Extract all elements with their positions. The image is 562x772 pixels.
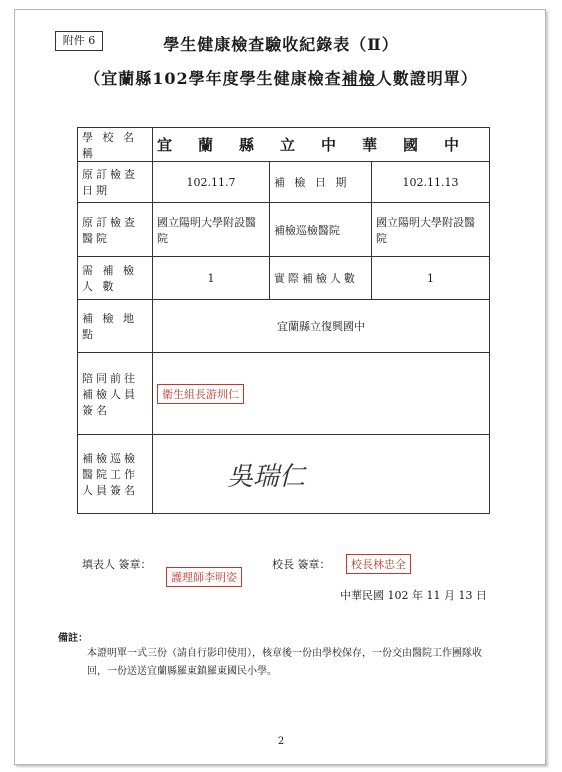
accompany-stamp: 衛生組長游圳仁	[157, 384, 244, 404]
page-number: 2	[277, 736, 285, 747]
principal-sign-label: 校長 簽章：	[272, 558, 331, 571]
actual-count-value: 1	[371, 257, 489, 300]
table-row	[78, 162, 490, 203]
table-row	[78, 435, 490, 514]
needed-count-label: 需 補 檢 人 數	[78, 257, 153, 300]
table-row	[78, 128, 490, 162]
inspection-form-table	[77, 127, 490, 514]
location-label: 補 檢 地 點	[78, 300, 153, 353]
table-row	[78, 203, 490, 257]
subtitle-underlined: 補檢	[341, 69, 376, 88]
orig-date-label: 原訂檢查日期	[78, 162, 153, 203]
orig-hospital-label: 原訂檢查醫院	[78, 203, 153, 257]
needed-count-value: 1	[152, 257, 269, 300]
subtitle-part-1: （宜蘭縣102學年度學生健康檢查	[84, 69, 342, 88]
orig-date-value: 102.11.7	[152, 162, 269, 203]
sign-date: 中華民國 102 年 11 月 13 日	[340, 589, 487, 602]
staff-sign-cell	[152, 435, 489, 514]
actual-count-label: 實際補檢人數	[269, 257, 371, 300]
table-row	[78, 257, 490, 300]
nurse-stamp: 護理師李明姿	[166, 567, 242, 587]
makeup-hospital-value: 國立陽明大學附設醫院	[371, 203, 489, 257]
accompany-sign-label: 陪同前往補檢人員簽名	[78, 353, 153, 435]
makeup-hospital-label: 補檢巡檢醫院	[269, 203, 371, 257]
makeup-date-label: 補 檢 日 期	[269, 162, 371, 203]
filler-sign-label: 填表人 簽章：	[82, 558, 152, 571]
accompany-sign-cell	[152, 353, 489, 435]
subtitle-part-2: 人數證明單）	[375, 69, 478, 88]
location-value: 宜蘭縣立復興國中	[152, 300, 489, 353]
notes-heading: 備註：	[58, 633, 88, 644]
document-title: 學生健康檢查驗收紀錄表（Ⅱ）	[163, 35, 399, 54]
document-subtitle	[0, 66, 562, 89]
notes-text: 本證明單一式三份（請自行影印使用），核章後一份由學校保存，一份交由醫院工作團隊收回，一份送送宜蘭縣羅東鎮羅東國民小學。	[87, 648, 482, 677]
makeup-date-value: 102.11.13	[371, 162, 489, 203]
school-label: 學 校 名 稱	[78, 128, 153, 162]
table-row	[78, 353, 490, 435]
orig-hospital-value: 國立陽明大學附設醫院	[152, 203, 269, 257]
attachment-label: 附件 6	[55, 31, 103, 51]
school-value: 宜蘭縣立中華國中	[152, 128, 489, 162]
staff-signature: 吳瑞仁	[226, 461, 305, 492]
table-row	[78, 300, 490, 353]
staff-sign-label: 補檢巡檢醫院工作人員簽名	[78, 435, 153, 514]
principal-stamp: 校長林忠全	[346, 554, 411, 574]
